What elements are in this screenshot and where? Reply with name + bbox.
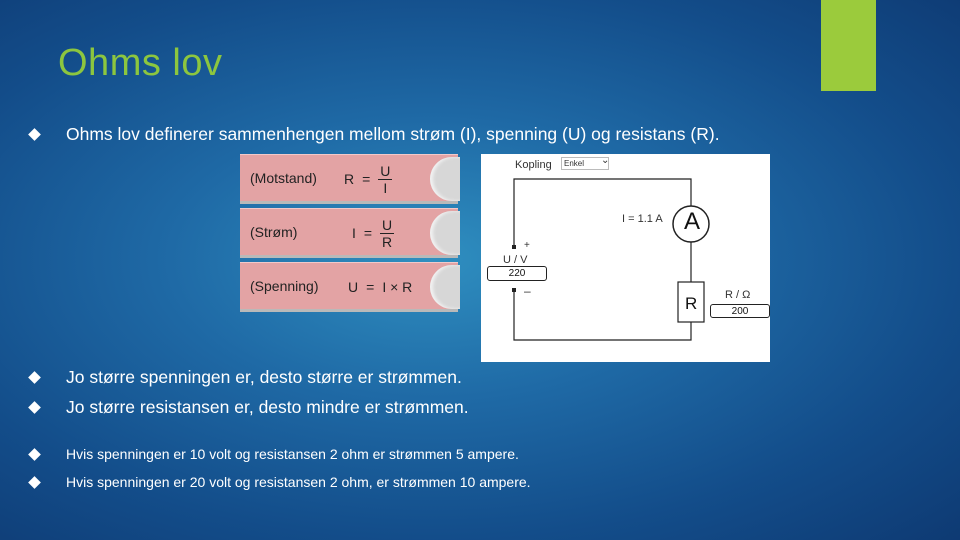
wire-bottom (514, 292, 691, 340)
diamond-bullet-icon (28, 476, 41, 489)
formula-expression (344, 159, 392, 199)
formula-row-current (240, 208, 458, 258)
formula-fraction (380, 218, 394, 249)
diamond-bullet-icon (28, 371, 41, 384)
resistance-input[interactable]: 200 (710, 304, 770, 318)
formula-label: (Strøm) (250, 224, 298, 240)
diamond-bullet-icon (28, 128, 41, 141)
formula-rhs: I × R (382, 279, 413, 295)
plus-sign: + (524, 240, 530, 251)
formula-label: (Spenning) (250, 278, 319, 294)
bullet-text: Jo større resistansen er, desto mindre er strømmen. (66, 397, 469, 417)
formula-tab (430, 211, 460, 255)
terminal-minus (512, 288, 516, 292)
diamond-bullet-icon (28, 401, 41, 414)
fraction-numerator: U (380, 162, 391, 179)
kopling-label: Kopling (515, 159, 552, 171)
formula-fraction (378, 164, 392, 195)
circuit-diagram (481, 154, 770, 362)
formula-lhs: U (348, 279, 359, 295)
wire-top (514, 179, 691, 247)
formula-equals: = (362, 171, 371, 187)
bullet-text: Ohms lov definerer sammenhengen mellom strøm (I), spenning (U) og resistans (R). (66, 124, 720, 144)
bullet-text: Hvis spenningen er 20 volt og resistansen 2 ohm, er strømmen 10 ampere. (66, 474, 531, 490)
resistor-symbol: R (685, 294, 698, 313)
bullet-example-10v (24, 446, 519, 462)
formula-expression (352, 213, 394, 253)
bullet-text: Jo større spenningen er, desto større er strømmen. (66, 367, 462, 387)
fraction-denominator: I (383, 179, 388, 196)
current-readout: I = 1.1 A (622, 213, 663, 225)
minus-sign: – (524, 284, 531, 298)
fraction-numerator: U (382, 216, 393, 233)
formula-expression (348, 267, 412, 307)
formula-panel (240, 154, 458, 316)
formula-equals: = (366, 279, 375, 295)
formula-row-voltage (240, 262, 458, 312)
diamond-bullet-icon (28, 448, 41, 461)
voltage-label: U / V (503, 254, 528, 266)
chevron-down-icon[interactable]: ⌄ (601, 155, 610, 166)
formula-equals: = (363, 225, 373, 241)
formula-tab (430, 265, 460, 309)
resistance-label: R / Ω (725, 289, 751, 301)
bullet-resistance-current (24, 397, 469, 418)
accent-bar (821, 0, 876, 91)
formula-lhs: I (352, 225, 356, 241)
bullet-definition (24, 124, 720, 145)
formula-row-resistance (240, 154, 458, 204)
ammeter-symbol: A (684, 208, 701, 235)
bullet-voltage-current (24, 367, 462, 388)
terminal-plus (512, 245, 516, 249)
formula-tab (430, 157, 460, 201)
slide-title: Ohms lov (58, 42, 223, 84)
bullet-example-20v (24, 474, 531, 490)
kopling-select[interactable]: Enkel (561, 157, 609, 170)
bullet-text: Hvis spenningen er 10 volt og resistansen 2 ohm er strømmen 5 ampere. (66, 446, 519, 462)
formula-label: (Motstand) (250, 170, 317, 186)
formula-lhs: R (344, 171, 355, 187)
fraction-denominator: R (382, 233, 393, 250)
voltage-input[interactable]: 220 (487, 266, 547, 281)
